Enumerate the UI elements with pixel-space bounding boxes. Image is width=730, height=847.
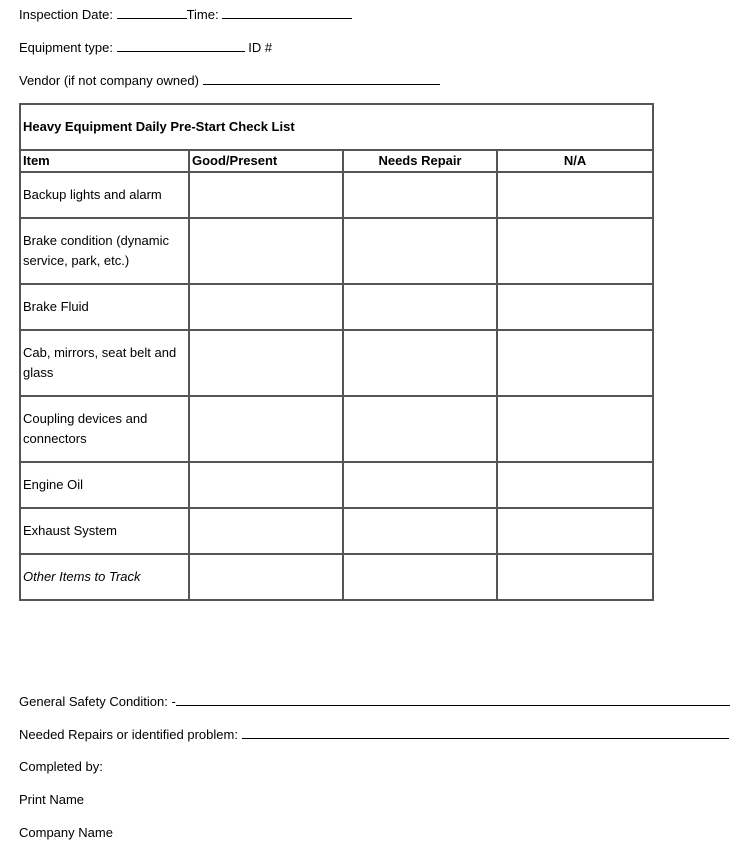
good-present-cell[interactable] [189, 218, 343, 284]
table-row [20, 172, 653, 218]
na-cell[interactable] [497, 462, 653, 508]
table-row [20, 508, 653, 554]
item-cell: Exhaust System [20, 508, 189, 554]
item-cell: Engine Oil [20, 462, 189, 508]
needed-repairs-label: Needed Repairs or identified problem: [19, 727, 238, 742]
equipment-type-row [19, 39, 272, 56]
na-cell[interactable] [497, 284, 653, 330]
equipment-type-label: Equipment type: [19, 40, 113, 55]
item-cell: Cab, mirrors, seat belt and glass [20, 330, 189, 396]
time-field[interactable] [222, 6, 352, 19]
vendor-field[interactable] [203, 72, 440, 85]
item-cell: Coupling devices and connectors [20, 396, 189, 462]
good-present-cell[interactable] [189, 554, 343, 600]
company-name-label: Company Name [19, 825, 113, 840]
na-cell[interactable] [497, 218, 653, 284]
na-cell[interactable] [497, 172, 653, 218]
inspection-date-field[interactable] [117, 6, 187, 19]
needs-repair-cell[interactable] [343, 396, 497, 462]
table-row [20, 554, 653, 600]
general-safety-field[interactable] [176, 693, 730, 706]
good-present-cell[interactable] [189, 172, 343, 218]
id-label: ID # [248, 40, 273, 55]
column-header-needs-repair: Needs Repair [343, 150, 497, 172]
na-cell[interactable] [497, 396, 653, 462]
inspection-date-row [19, 6, 352, 23]
table-row [20, 218, 653, 284]
column-header-item: Item [20, 150, 189, 172]
table-row [20, 330, 653, 396]
general-safety-row [19, 693, 730, 710]
item-cell: Backup lights and alarm [20, 172, 189, 218]
equipment-type-field[interactable] [117, 39, 245, 52]
na-cell[interactable] [497, 508, 653, 554]
table-row [20, 396, 653, 462]
good-present-cell[interactable] [189, 284, 343, 330]
vendor-label: Vendor (if not company owned) [19, 73, 199, 88]
vendor-row [19, 72, 440, 89]
column-header-good-present: Good/Present [189, 150, 343, 172]
good-present-cell[interactable] [189, 462, 343, 508]
needs-repair-cell[interactable] [343, 508, 497, 554]
item-cell: Other Items to Track [20, 554, 189, 600]
table-row [20, 284, 653, 330]
column-header-na: N/A [497, 150, 653, 172]
table-row [20, 462, 653, 508]
item-cell: Brake Fluid [20, 284, 189, 330]
needed-repairs-field[interactable] [242, 726, 729, 739]
needs-repair-cell[interactable] [343, 172, 497, 218]
needs-repair-cell[interactable] [343, 218, 497, 284]
general-safety-label: General Safety Condition: - [19, 694, 176, 709]
good-present-cell[interactable] [189, 330, 343, 396]
print-name-label: Print Name [19, 792, 85, 807]
na-cell[interactable] [497, 330, 653, 396]
item-cell: Brake condition (dynamic service, park, etc.) [20, 218, 189, 284]
needs-repair-cell[interactable] [343, 330, 497, 396]
na-cell[interactable] [497, 554, 653, 600]
needs-repair-cell[interactable] [343, 284, 497, 330]
good-present-cell[interactable] [189, 508, 343, 554]
needs-repair-cell[interactable] [343, 462, 497, 508]
pre-start-checklist-table [19, 103, 654, 601]
needs-repair-cell[interactable] [343, 554, 497, 600]
checklist-title: Heavy Equipment Daily Pre-Start Check List [20, 104, 653, 150]
inspection-date-label: Inspection Date: [19, 7, 113, 22]
time-label: Time: [186, 7, 219, 22]
needed-repairs-row [19, 726, 729, 743]
completed-by-label: Completed by: [19, 759, 103, 774]
good-present-cell[interactable] [189, 396, 343, 462]
